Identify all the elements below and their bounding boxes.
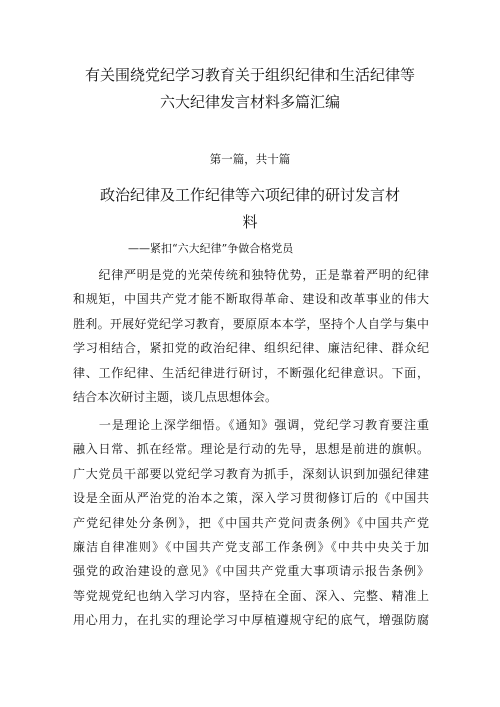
- text-line: 设是全面从严治党的治本之策，深入学习贯彻修订后的《中国共: [73, 491, 429, 506]
- text-line: 等党规党纪也纳入学习内容，坚持在全面、深入、完整、精准上: [73, 588, 429, 603]
- text-line: 学习相结合，紧扣党的政治纪律、组织纪律、廉洁纪律、群众纪: [73, 341, 429, 356]
- document-title-line: 六大纪律发言材料多篇汇编: [159, 93, 340, 111]
- article-title-line: 政治纪律及工作纪律等六项纪律的研讨发言材: [99, 186, 400, 204]
- text-line: 融入日常、抓在经常。理论是行动的先导，思想是前进的旗帜。: [73, 442, 429, 457]
- text-line: 结合本次研讨主题，谈几点思想体会。: [73, 389, 278, 404]
- text-line: 广大党员干部要以党纪学习教育为抓手，深刻认识到加强纪律建: [73, 466, 429, 481]
- chapter-label: 第一篇，共十篇: [209, 152, 291, 166]
- text-line: 一是理论上深学细悟。《通知》强调，党纪学习教育要注重: [73, 418, 429, 432]
- article-title: [60, 182, 440, 236]
- document-title: [40, 62, 460, 116]
- text-line: 律、工作纪律、生活纪律进行研讨，不断强化纪律意识。下面，: [73, 365, 429, 380]
- text-line: 强党的政治建设的意见》《中国共产党重大事项请示报告条例》: [73, 564, 429, 579]
- text-line: 产党纪律处分条例》，把《中国共产党问责条例》《中国共产党: [73, 515, 429, 530]
- paragraph-intro: [73, 263, 429, 409]
- article-title-line: 料: [242, 213, 258, 231]
- text-line: 胜利。开展好党纪学习教育，要原原本本学，坚持个人自学与集中: [73, 316, 429, 331]
- text-line: 纪律严明是党的光荣传统和独特优势，正是靠着严明的纪律: [73, 268, 429, 282]
- text-line: 用心用力，在扎实的理论学习中厚植遵规守纪的底气，增强防腐: [73, 613, 429, 628]
- article-subtitle: ——紧扣“六大纪律”争做合格党员: [128, 242, 294, 255]
- document-title-line: 有关围绕党纪学习教育关于组织纪律和生活纪律等: [84, 66, 415, 84]
- text-line: 和规矩，中国共产党才能不断取得革命、建设和改革事业的伟大: [73, 292, 429, 307]
- text-line: 廉洁自律准则》《中国共产党支部工作条例》《中共中央关于加: [73, 539, 429, 554]
- paragraph-theory: [73, 413, 429, 633]
